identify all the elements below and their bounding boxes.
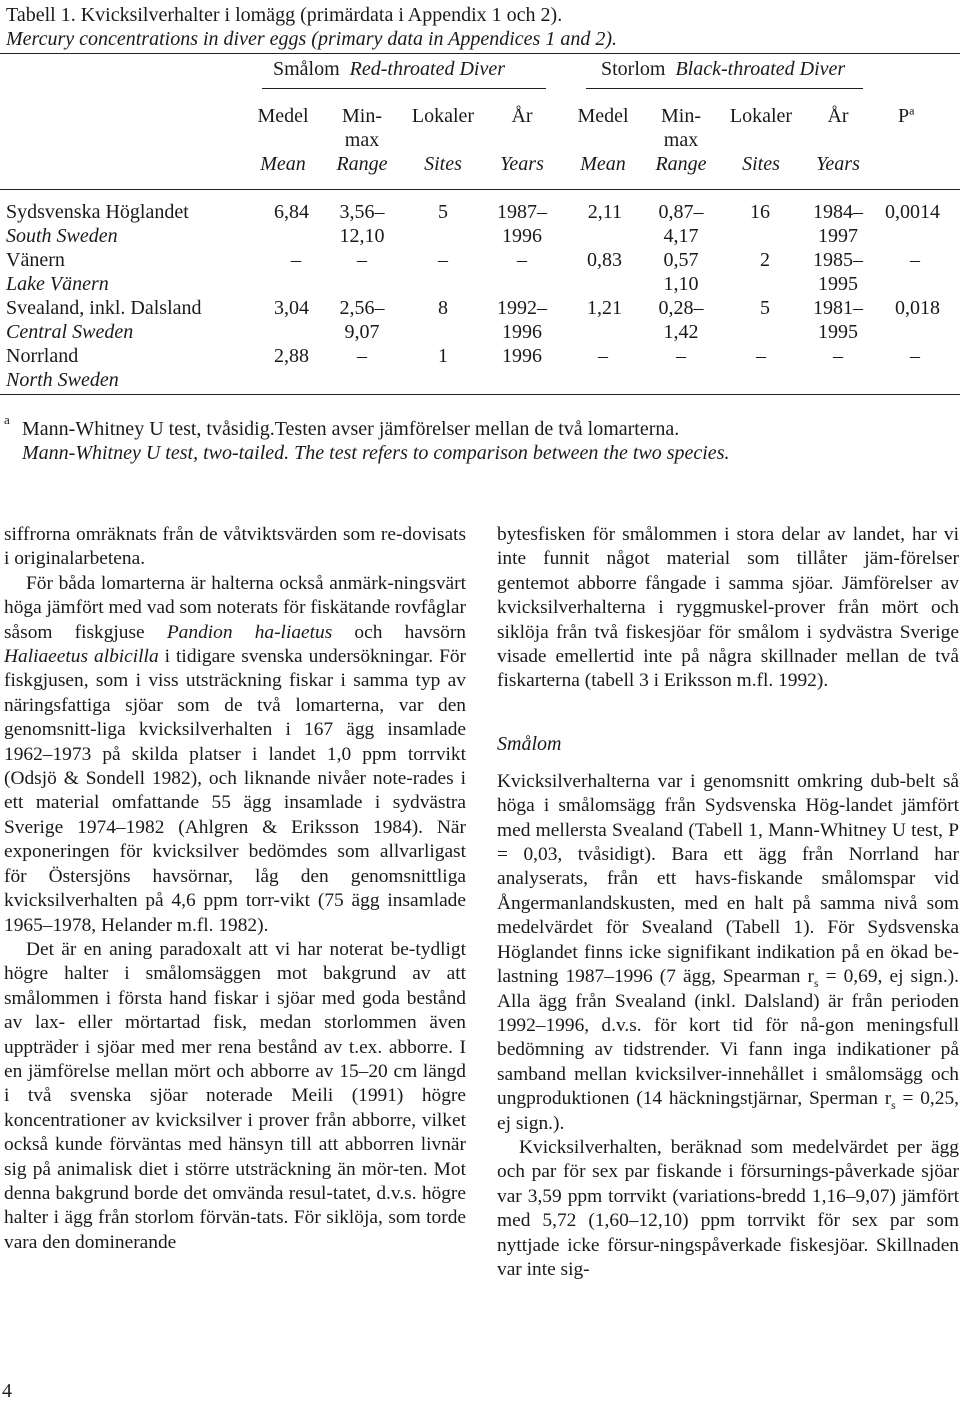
column-header-english: Range xyxy=(336,153,388,175)
table-cell: – xyxy=(438,249,448,271)
table-cell: – xyxy=(291,249,301,271)
page-number: 4 xyxy=(2,1380,12,1402)
table-cell: 1996 xyxy=(502,345,542,367)
column-header-english: Mean xyxy=(580,153,626,175)
column-header-p: $P^a$ xyxy=(898,103,915,127)
paragraph: För båda lomarterna är halterna också anmärk-ningsvärt höga jämfört med vad som noterats för fiskätande rovfåglar såsom fiskgjuse Pandion ha-liaetus och havsörn Haliaeetus albicilla i tidigare svenska undersökningar. För fiskgjusen, som i viss utsträckning fiskar i samma typ av näringsfattiga sjöar som de två lomarterna, var den genomsnitt-liga kvicksilverhalten i 167 ägg insamlade 1962–1973 på skilda platser i landet 1,0 ppm torrvikt (Odsjö & Sondell 1982), och liknande nivåer note-rades i ett material omfattande 55 ägg insamlade i sydvästra Sverige 1974–1982 (Ahlgren & Eriksson 1984). När exponeringen för kvicksilver bedömdes som allvarligast för Östersjöns havsörnar, låg den genomsnittliga kvicksilverhalten på 4,6 ppm torr-vikt (75 ägg insamlade 1965–1978, Helander m.fl. 1982). xyxy=(4,572,467,936)
table-cell: – xyxy=(357,345,367,367)
table-cell: 1984– xyxy=(813,201,863,223)
row-label-english: North Sweden xyxy=(6,369,119,391)
left-text-column xyxy=(4,523,466,1255)
paragraph: bytesfisken för smålommen i stora delar av landet, har vi inte funnit något material som tillåter jäm-förelser gentemot abborre fångade i samma sjöar. Jämförelser av kvicksilverhalterna i ryggmuskel-prover från mört och siklöja från två fiskesjöar för smålom i sydvästra Sverige visade emellertid inte på några skillnader mellan de två fiskarterna (tabell 3 i Eriksson m.fl. 1992). xyxy=(497,524,959,692)
paragraph: Kvicksilverhalterna var i genomsnitt omkring dub-belt så höga i smålomsägg från Sydsvenska Hög-landet jämfört med mellersta Svealand (Tabell 1, Mann-Whitney U test, P = 0,03, tvåsidigt). Bara ett ägg från Norrland har analyserats, från ett havs-fiskande smålomspar vid Ångermanlandskusten, med en halt på samma nivå som medelvärdet för Svealand (Tabell 1). För Sydsvenska Höglandet finns icke signifikant indikation på en ökad be-lastning 1987–1996 (7 ägg, Spearman $r_s = 0,69$, ej sign.). Alla ägg från Svealand (inkl. Dalsland) är från perioden 1992–1996, d.v.s. för kort tid för nå-gon meningsfull bedömning av tidstrender. Vi fann inga indikationer på samband mellan kvicksilver-innehållet i smålomsägg och ungproduktionen (14 häckningstjärnar, Sperman $r_s = 0,25$, ej sign.). xyxy=(497,770,959,1134)
table-cell: 1,42 xyxy=(663,321,699,343)
table-cell: 2,56– xyxy=(339,297,385,319)
column-header-english: Sites xyxy=(424,153,462,175)
header-bottom-rule xyxy=(0,189,960,190)
group1-rule xyxy=(262,88,546,89)
table-cell: 0,28– xyxy=(658,297,704,319)
row-label-english: Lake Vänern xyxy=(6,273,109,295)
column-header-max: max xyxy=(663,129,699,151)
table-cell: 16 xyxy=(750,201,770,223)
table-cell: 0,57 xyxy=(663,249,699,271)
column-header-english: Years xyxy=(500,153,544,175)
table-cell: – xyxy=(910,249,920,271)
column-header-english: Range xyxy=(655,153,707,175)
row-label: Vänern xyxy=(6,249,65,271)
right-text-column xyxy=(497,523,959,1282)
row-label: Norrland xyxy=(6,345,79,367)
table-cell: 1995 xyxy=(818,273,858,295)
column-header: Medel xyxy=(257,105,309,127)
table-bottom-rule xyxy=(0,394,960,395)
column-header: År xyxy=(827,105,849,127)
table-cell: 8 xyxy=(438,297,448,319)
table-cell: – xyxy=(598,345,608,367)
table-cell: 1996 xyxy=(502,225,542,247)
column-header: Min- xyxy=(661,105,701,127)
table-cell: 9,07 xyxy=(344,321,380,343)
table-cell: 2,11 xyxy=(587,201,622,223)
table-cell: 1995 xyxy=(818,321,858,343)
footnote-mark: a xyxy=(4,412,10,427)
column-header: Medel xyxy=(577,105,629,127)
table-cell: 12,10 xyxy=(339,225,385,247)
table-cell: 1996 xyxy=(502,321,542,343)
paragraph: Kvicksilverhalten, beräknad som medelvärdet per ägg och par för sex par fiskande i försurnings-påverkade sjöar var 3,59 ppm torrvikt (variations-bredd 1,16–9,07) jämfört med 5,72 (1,60–12,10) ppm torrvikt för sex par som nyttjade icke försur-ningspåverkade fiskesjöar. Skillnaden var inte sig- xyxy=(497,1136,959,1280)
row-label: Sydsvenska Höglandet xyxy=(6,201,189,223)
column-header-english: Sites xyxy=(742,153,780,175)
table-cell: 3,04 xyxy=(274,297,309,319)
row-label-english: Central Sweden xyxy=(6,321,134,343)
table-cell: 0,87– xyxy=(658,201,704,223)
table-cell: 6,84 xyxy=(274,201,309,223)
table-cell: 0,83 xyxy=(587,249,622,271)
column-header: Lokaler xyxy=(729,105,793,127)
row-label-english: South Sweden xyxy=(6,225,118,247)
table-cell: 1985– xyxy=(813,249,863,271)
footnote-swedish: Mann-Whitney U test, tvåsidig.Testen avser jämförelser mellan de två lomarterna. xyxy=(22,418,680,440)
group-header-smalom: Smålom Red-throated Diver xyxy=(273,58,505,80)
column-header: Min- xyxy=(342,105,382,127)
column-header-english: Mean xyxy=(260,153,306,175)
table-cell: 1997 xyxy=(818,225,858,247)
table-cell: 1987– xyxy=(497,201,547,223)
row-label: Svealand, inkl. Dalsland xyxy=(6,297,202,319)
table-cell: 5 xyxy=(438,201,448,223)
table-cell: – xyxy=(517,249,527,271)
table-cell: 1,10 xyxy=(663,273,699,295)
table-cell: – xyxy=(676,345,686,367)
table-cell: 4,17 xyxy=(663,225,699,247)
section-heading: Smålom xyxy=(497,732,562,755)
table-cell: – xyxy=(833,345,843,367)
footnote-english: Mann-Whitney U test, two-tailed. The test refers to comparison between the two species. xyxy=(22,442,730,464)
paragraph: siffrorna omräknats från de våtviktsvärden som re-dovisats i originalarbetena. xyxy=(4,524,466,570)
table-cell: 2,88 xyxy=(274,345,309,367)
column-header-max: max xyxy=(344,129,380,151)
table-cell: – xyxy=(756,345,766,367)
table-cell: – xyxy=(357,249,367,271)
table-cell: 5 xyxy=(760,297,770,319)
table-cell: 1981– xyxy=(813,297,863,319)
column-header: Lokaler xyxy=(411,105,475,127)
table-cell: – xyxy=(910,345,920,367)
column-header: År xyxy=(511,105,533,127)
table-cell: 0,0014 xyxy=(885,201,940,223)
table-cell: 0,018 xyxy=(895,297,940,319)
group-header-storlom: Storlom Black-throated Diver xyxy=(601,58,846,80)
column-header-english: Years xyxy=(816,153,860,175)
table-cell: 2 xyxy=(760,249,770,271)
table-top-rule xyxy=(0,53,960,54)
table-caption-english: Mercury concentrations in diver eggs (primary data in Appendices 1 and 2). xyxy=(6,28,617,50)
group2-rule xyxy=(586,88,863,89)
paragraph: Det är en aning paradoxalt att vi har noterat be-tydligt högre halter i smålomsäggen mot bakgrund av att smålommen i första hand fiskar i sjöar med goda bestånd av lax- eller mörtartad fisk, medan storlommen även uppträder i sjöar med mer rena bestånd av t.ex. abborre. I en jämförelse mellan mört och abborre av 15–20 cm längd i två svenska sjöar noterade Meili (1991) högre koncentrationer av kvicksilver i prover från abborre, vilket också kunde förväntas med hänsyn till att abborren livnär sig på animalisk diet i större utsträckning än mör-ten. Mot denna bakgrund borde det omvända resul-tatet, d.v.s. högre halter i ägg från storlom förvän-tats. För siklöja, som torde vara den dominerande xyxy=(4,938,466,1253)
table-cell: 1,21 xyxy=(587,297,622,319)
table-cell: 1 xyxy=(438,345,448,367)
table-caption-swedish: Tabell 1. Kvicksilverhalter i lomägg (primärdata i Appendix 1 och 2). xyxy=(6,4,563,26)
table-cell: 3,56– xyxy=(339,201,385,223)
table-cell: 1992– xyxy=(497,297,547,319)
